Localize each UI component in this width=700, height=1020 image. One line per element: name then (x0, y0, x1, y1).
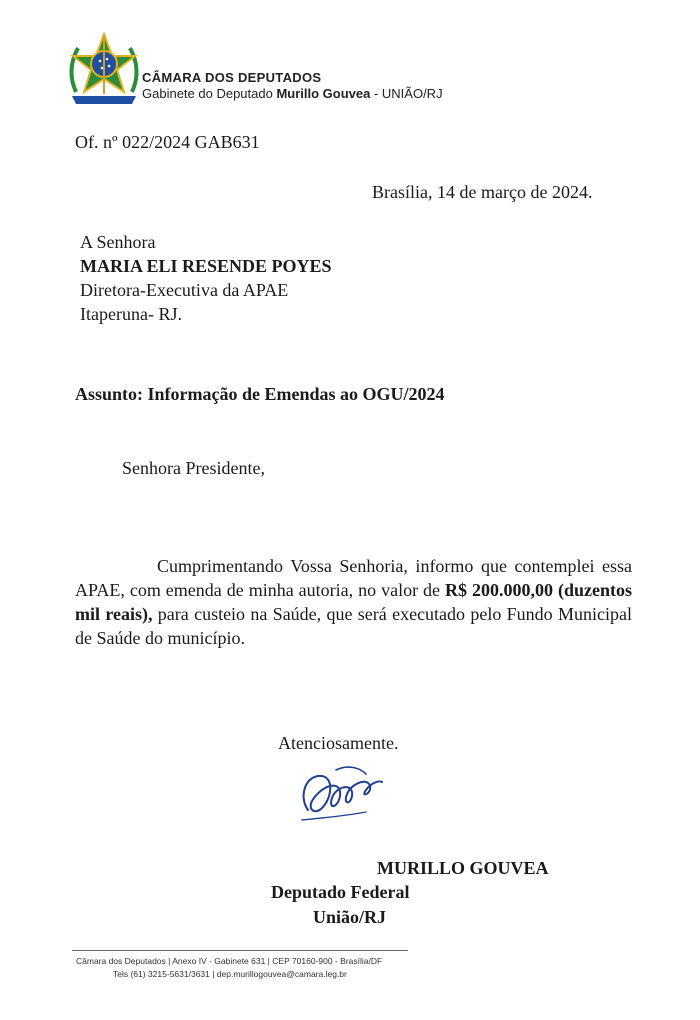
reference-number: Of. nº 022/2024 GAB631 (75, 132, 260, 152)
footer (76, 955, 382, 981)
recipient-title: Diretora-Executiva da APAE (80, 280, 289, 300)
recipient-salutation: A Senhora (80, 232, 156, 252)
body-text-part2: para custeio na Saúde, que será executado pelo Fundo Municipal de Saúde do município. (75, 604, 632, 648)
date-line: Brasília, 14 de março de 2024. (372, 182, 593, 202)
body-text-part1: Cumprimentando Vossa Senhoria, informo que contemplei essa APAE, com emenda de minha autoria, no valor de (75, 556, 632, 600)
closing: Atenciosamente. (278, 733, 399, 753)
office-name: Gabinete do Deputado Murillo Gouvea - UNIÃO/RJ (142, 86, 443, 101)
institution-name: CÂMARA DOS DEPUTADOS (142, 70, 322, 85)
handwritten-signature (296, 752, 386, 827)
recipient-location: Itaperuna- RJ. (80, 304, 182, 324)
signer-name: MURILLO GOUVEA (377, 858, 549, 878)
footer-divider (72, 950, 408, 951)
body-paragraph (75, 554, 632, 650)
subject-line: Assunto: Informação de Emendas ao OGU/2024 (75, 384, 445, 404)
signer-party: União/RJ (313, 907, 387, 927)
footer-address: Câmara dos Deputados | Anexo IV - Gabinete 631 | CEP 70160-900 - Brasília/DF (76, 956, 383, 966)
body-amount: R$ 200.000,00 (duzentos mil reais), (75, 580, 632, 624)
coat-of-arms-icon (62, 30, 146, 108)
greeting: Senhora Presidente, (122, 458, 265, 478)
letterhead (142, 70, 443, 102)
recipient-name: MARIA ELI RESENDE POYES (80, 256, 332, 276)
footer-contact: Tels (61) 3215-5631/3631 | dep.murillogouvea@camara.leg.br (113, 969, 347, 979)
signer-role: Deputado Federal (271, 882, 410, 902)
recipient-block (80, 230, 332, 326)
